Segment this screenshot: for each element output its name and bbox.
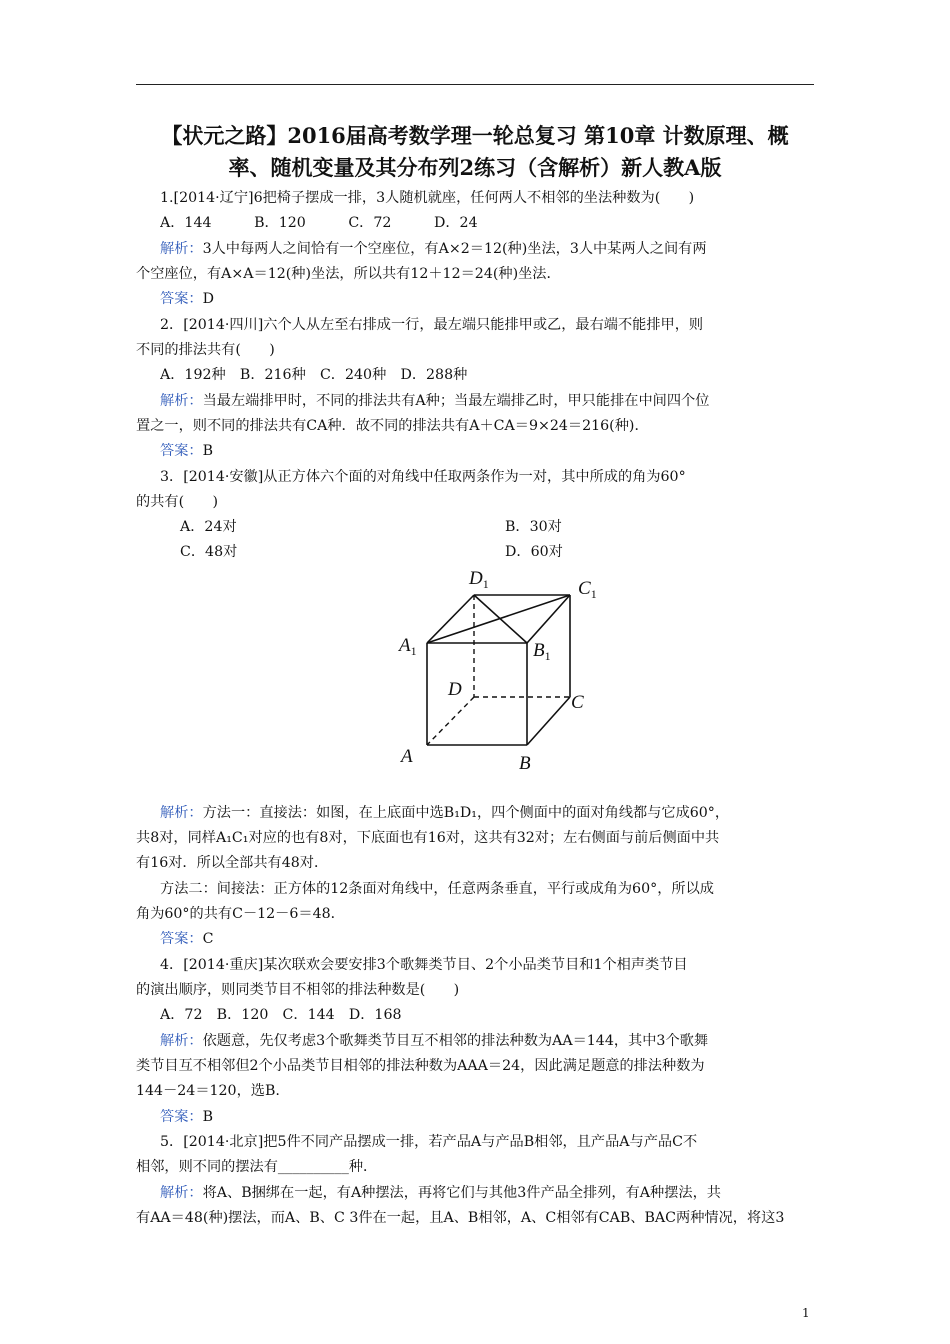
- answer-label: 答案：: [160, 443, 203, 459]
- q5-analysis-line-2: 有AA＝48(种)摆法，而A、B、C 3件在一起，且A、B相邻，A、C相邻有CAB、BAC两种情况，将这3: [136, 1210, 785, 1226]
- q3-stem-line-2: 的共有( ): [136, 494, 219, 510]
- label-a: A: [401, 746, 413, 767]
- q3-option-a: A．24对: [180, 519, 237, 535]
- answer-value: C: [202, 931, 214, 947]
- q1-options: A．144 B．120 C．72 D．24: [160, 215, 478, 231]
- q2-analysis-line-2: 置之一，则不同的排法共有CA种．故不同的排法共有A＋CA＝9×24＝216(种)．: [136, 418, 649, 434]
- q1-answer: [160, 287, 814, 312]
- header-rule: [136, 84, 814, 85]
- q2-answer: [160, 439, 814, 464]
- label-c1: $C_1$: [578, 578, 597, 601]
- q1-stem: 1.[2014·辽宁]6把椅子摆成一排，3人随机就座，任何两人不相邻的坐法种数为( ): [160, 190, 695, 206]
- analysis-text: 依题意，先仅考虑3个歌舞类节目互不相邻的排法种数为AA＝144，其中3个歌舞: [202, 1033, 709, 1049]
- q4-options: A．72 B．120 C．144 D．168: [160, 1007, 402, 1023]
- q5-stem-line-1: 5．[2014·北京]把5件不同产品摆成一排，若产品A与产品B相邻，且产品A与产品C不: [160, 1134, 698, 1150]
- edge-b-c: [527, 697, 570, 745]
- q5-analysis-line-1: [160, 1181, 814, 1206]
- analysis-text: 3人中每两人之间恰有一个空座位，有A×2＝12(种)坐法，3人中某两人之间有两: [202, 241, 707, 257]
- answer-value: B: [202, 1109, 214, 1125]
- q4-answer: [160, 1105, 814, 1130]
- analysis-label: 解析：: [160, 393, 203, 409]
- q3-analysis-line-1: [160, 801, 814, 826]
- label-d1: $D_1$: [469, 568, 489, 591]
- answer-label: 答案：: [160, 1109, 203, 1125]
- q3-analysis-line-5: 角为60°的共有C－12－6＝48．: [136, 906, 345, 922]
- q3-stem-line-1: 3．[2014·安徽]从正方体六个面的对角线中任取两条作为一对，其中所成的角为60°: [160, 469, 686, 485]
- q2-stem-line-1: 2．[2014·四川]六个人从左至右排成一行，最左端只能排甲或乙，最右端不能排甲，则: [160, 317, 704, 333]
- q3-analysis-line-3: 有16对．所以全部共有48对．: [136, 855, 329, 871]
- q4-stem-line-1: 4．[2014·重庆]某次联欢会要安排3个歌舞类节目、2个小品类节目和1个相声类节目: [160, 957, 688, 973]
- cube-figure: [395, 562, 600, 777]
- q2-analysis-line-1: [160, 389, 814, 414]
- document-title-line-2: 率、随机变量及其分布列2练习（含解析）新人教A版: [228, 155, 722, 180]
- q5-stem-line-2: 相邻，则不同的摆法有__________种．: [136, 1159, 378, 1175]
- page-number: 1: [802, 1306, 810, 1320]
- analysis-text: 方法一：直接法：如图，在上底面中选B₁D₁，四个侧面中的面对角线都与它成60°，: [202, 805, 730, 821]
- q3-analysis-line-4: 方法二：间接法：正方体的12条面对角线中，任意两条垂直，平行或成角为60°，所以成: [160, 881, 714, 897]
- label-d: D: [448, 679, 462, 700]
- q4-stem-line-2: 的演出顺序，则同类节目不相邻的排法种数是( ): [136, 982, 460, 998]
- analysis-label: 解析：: [160, 1185, 203, 1201]
- analysis-label: 解析：: [160, 805, 203, 821]
- analysis-label: 解析：: [160, 1033, 203, 1049]
- answer-value: B: [202, 443, 214, 459]
- q4-analysis-line-3: 144－24＝120，选B.: [136, 1083, 280, 1099]
- q4-analysis-line-2: 类节目互不相邻但2个小品类节目相邻的排法种数为AAA＝24，因此满足题意的排法种数为: [136, 1058, 705, 1074]
- answer-value: D: [202, 291, 214, 307]
- analysis-text: 将A、B捆绑在一起，有A种摆法，再将它们与其他3件产品全排列，有A种摆法，共: [202, 1185, 721, 1201]
- document-title-line-1: 【状元之路】2016届高考数学理一轮总复习 第10章 计数原理、概: [161, 123, 789, 148]
- q3-analysis-line-2: 共8对，同样A₁C₁对应的也有8对，下底面也有16对，这共有32对；左右侧面与前后侧面中共: [136, 830, 720, 846]
- analysis-text: 当最左端排甲时，不同的排法共有A种；当最左端排乙时，甲只能排在中间四个位: [202, 393, 710, 409]
- diagonal-b1-d1: [474, 595, 527, 643]
- q2-options: A．192种 B．216种 C．240种 D．288种: [160, 367, 468, 383]
- q4-analysis-line-1: [160, 1029, 814, 1054]
- q3-option-b: B．30对: [505, 519, 562, 535]
- q1-analysis-line-1: [160, 237, 814, 262]
- q3-option-d: D．60对: [505, 544, 563, 560]
- q2-stem-line-2: 不同的排法共有( ): [136, 342, 275, 358]
- label-c: C: [571, 692, 584, 713]
- analysis-label: 解析：: [160, 241, 203, 257]
- answer-label: 答案：: [160, 291, 203, 307]
- hidden-edge-d-a: [427, 697, 474, 745]
- label-a1: $A_1$: [399, 635, 417, 658]
- q3-answer: [160, 927, 814, 952]
- q1-analysis-line-2: 个空座位，有A×A＝12(种)坐法，所以共有12＋12＝24(种)坐法．: [136, 266, 561, 282]
- q3-option-c: C．48对: [180, 544, 238, 560]
- label-b: B: [519, 753, 531, 774]
- answer-label: 答案：: [160, 931, 203, 947]
- label-b1: $B_1$: [533, 640, 551, 663]
